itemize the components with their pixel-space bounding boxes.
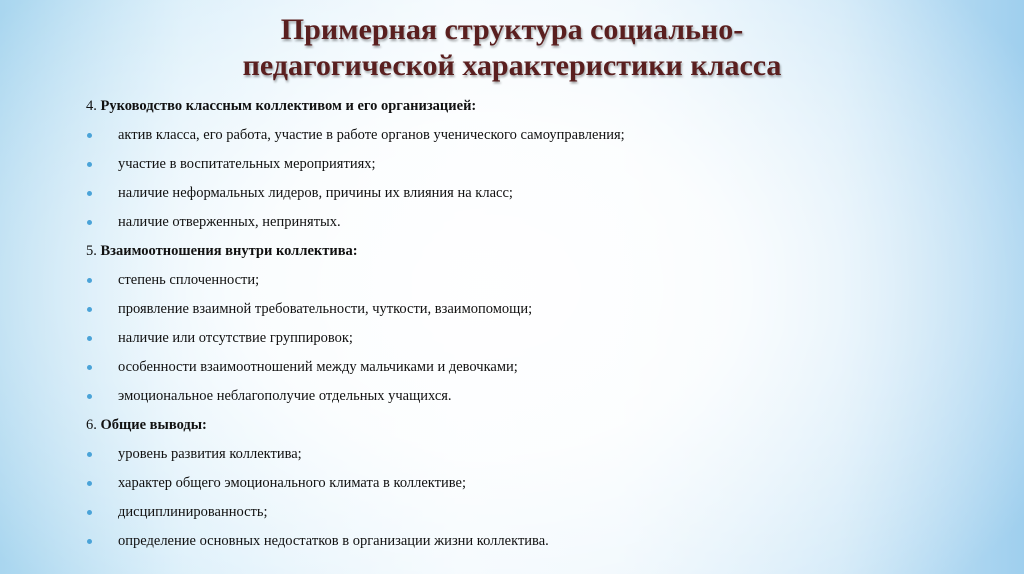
bullet-dot-icon [87, 336, 92, 341]
title-line-1: Примерная структура социально- [280, 13, 744, 46]
section-heading-5 [86, 237, 986, 266]
section-label: Руководство классным коллективом и его организацией: [100, 98, 477, 114]
list-item [86, 498, 986, 527]
section-label: Общие выводы: [100, 417, 207, 433]
list-item [86, 266, 986, 295]
list-item [86, 527, 986, 556]
section-number: 5. [86, 243, 97, 259]
list-item [86, 382, 986, 411]
bullet-dot-icon [87, 365, 92, 370]
title-line-2: педагогической характеристики класса [242, 49, 782, 82]
list-item-text: определение основных недостатков в организации жизни коллектива. [118, 533, 549, 549]
bullet-dot-icon [87, 481, 92, 486]
list-item-text: участие в воспитательных мероприятиях; [118, 156, 376, 172]
list-item [86, 121, 986, 150]
bullet-dot-icon [87, 162, 92, 167]
list-item-text: эмоциональное неблагополучие отдельных учащихся. [118, 388, 452, 404]
bullet-dot-icon [87, 278, 92, 283]
section-number: 4. [86, 98, 97, 114]
list-item-text: наличие неформальных лидеров, причины их влияния на класс; [118, 185, 513, 201]
section-label: Взаимоотношения внутри коллектива: [100, 243, 358, 259]
bullet-dot-icon [87, 191, 92, 196]
slide-title [0, 12, 1024, 84]
bullet-dot-icon [87, 510, 92, 515]
slide-content [86, 92, 986, 556]
list-item-text: уровень развития коллектива; [118, 446, 302, 462]
bullet-dot-icon [87, 307, 92, 312]
list-item [86, 150, 986, 179]
list-item-text: наличие или отсутствие группировок; [118, 330, 353, 346]
list-item-text: дисциплинированность; [118, 504, 268, 520]
list-item [86, 295, 986, 324]
bullet-dot-icon [87, 452, 92, 457]
section-number: 6. [86, 417, 97, 433]
bullet-dot-icon [87, 394, 92, 399]
list-item [86, 324, 986, 353]
bullet-dot-icon [87, 220, 92, 225]
section-heading-6 [86, 411, 986, 440]
list-item-text: наличие отверженных, непринятых. [118, 214, 341, 230]
list-item-text: проявление взаимной требовательности, чуткости, взаимопомощи; [118, 301, 533, 317]
bullet-dot-icon [87, 133, 92, 138]
list-item-text: степень сплоченности; [118, 272, 260, 288]
list-item-text: характер общего эмоционального климата в коллективе; [118, 475, 466, 491]
bullet-dot-icon [87, 539, 92, 544]
list-item-text: особенности взаимоотношений между мальчиками и девочками; [118, 359, 518, 375]
list-item-text: актив класса, его работа, участие в работе органов ученического самоуправления; [118, 127, 625, 143]
list-item [86, 179, 986, 208]
list-item [86, 208, 986, 237]
list-item [86, 469, 986, 498]
list-item [86, 353, 986, 382]
list-item [86, 440, 986, 469]
section-heading-4 [86, 92, 986, 121]
